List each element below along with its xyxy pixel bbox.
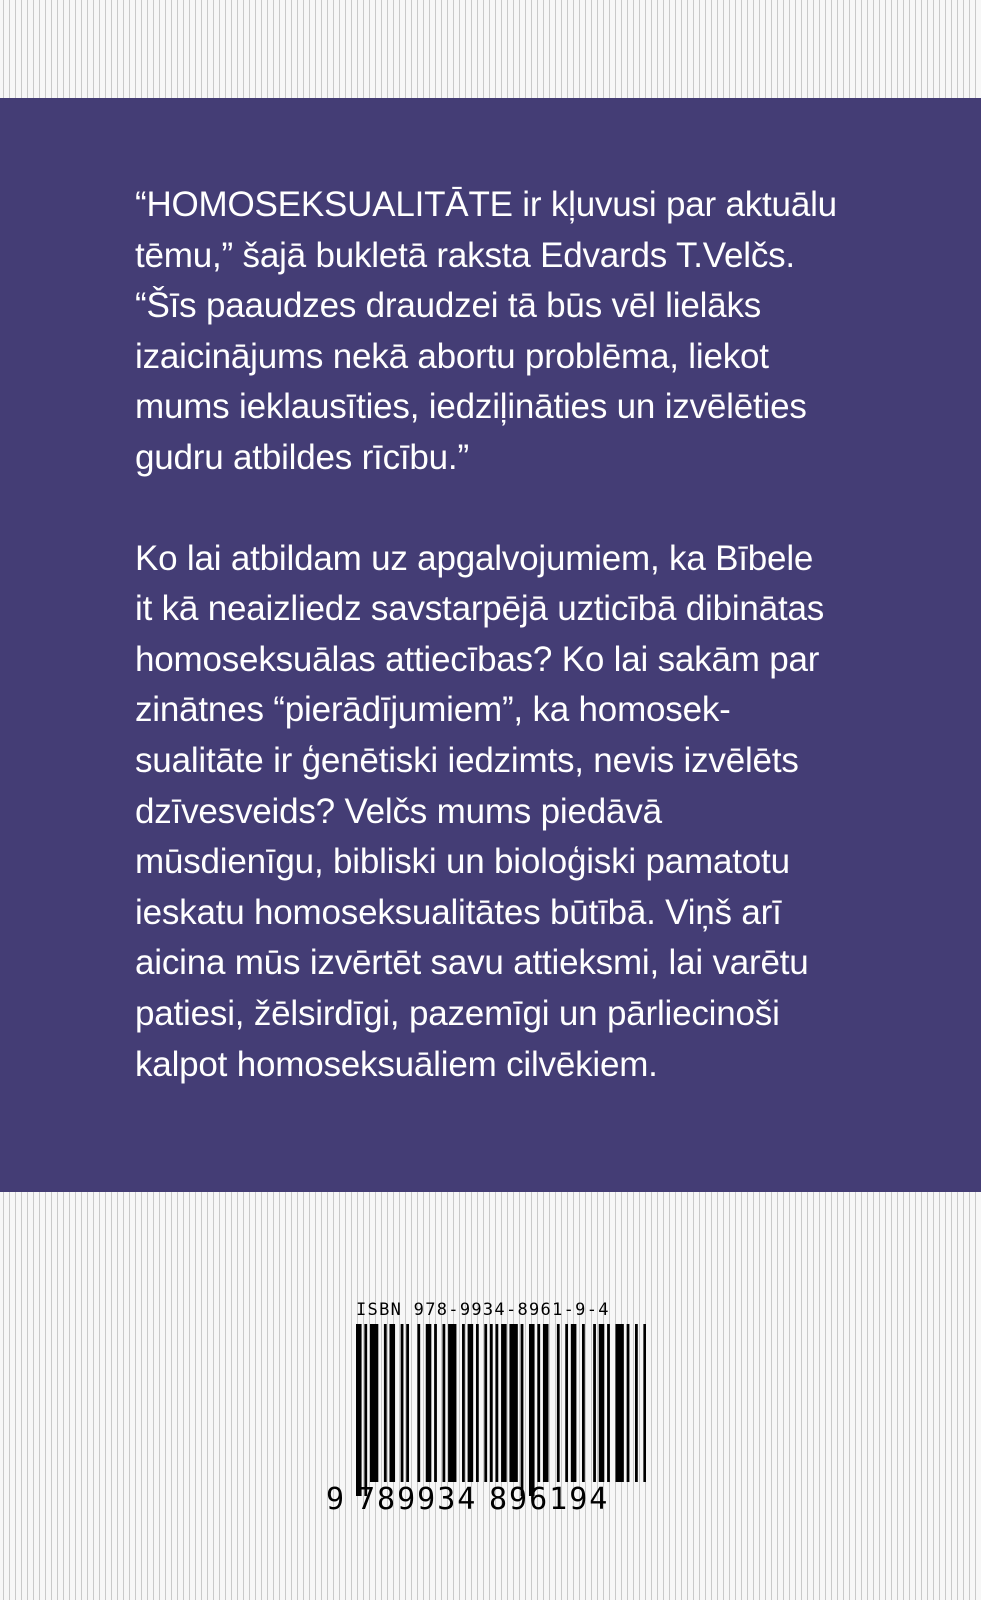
barcode-bar [565, 1324, 568, 1482]
text-line: zinātnes “pierādījumiem”, ka homosek- [135, 690, 731, 730]
text-line: izaicinājums nekā abortu problēma, liekot [135, 336, 769, 376]
barcode-bar [426, 1324, 432, 1482]
barcode-bar [635, 1324, 638, 1482]
barcode-bar [571, 1324, 577, 1482]
barcode-bar [417, 1324, 420, 1482]
barcode-bar [529, 1324, 535, 1496]
isbn-barcode [326, 1300, 646, 1530]
barcode-right-digits: 896194 [489, 1482, 610, 1517]
barcode-bar [490, 1324, 493, 1482]
isbn-label: ISBN 978-9934-8961-9-4 [356, 1300, 610, 1320]
text-line: “Šīs paaudzes draudzei tā būs vēl lielāks [135, 286, 762, 326]
text-line: sualitāte ir ģenētiski iedzimts, nevis izvēlēts [135, 740, 799, 780]
barcode-bar [476, 1324, 479, 1482]
text-line: homoseksuālas attiecības? Ko lai sakām par [135, 639, 820, 679]
barcode-bar [462, 1324, 465, 1482]
barcode-bar [401, 1324, 404, 1482]
top-stripe-band [0, 0, 981, 98]
barcode-bar [389, 1324, 395, 1482]
back-cover-blurb [135, 180, 905, 1090]
barcode-bar [370, 1324, 378, 1482]
text-line: mums ieklausīties, iedziļināties un izvēlēties [135, 387, 807, 427]
barcode-bar [537, 1324, 540, 1482]
barcode-first-digit: 9 [326, 1482, 345, 1517]
barcode-bar [643, 1324, 646, 1482]
barcode-bar [406, 1324, 409, 1482]
barcode-bar [607, 1324, 610, 1482]
text-line: tēmu,” šajā bukletā raksta Edvards T.Velčs. [135, 235, 795, 275]
barcode-bar [627, 1324, 630, 1482]
barcode-bar [468, 1324, 474, 1482]
text-line: gudru atbildes rīcību.” [135, 437, 469, 477]
text-line: ieskatu homoseksualitātes būtībā. Viņš arī [135, 892, 782, 932]
barcode-bar [557, 1324, 560, 1482]
text-line: it kā neaizliedz savstarpējā uzticībā dibinātas [135, 589, 825, 629]
text-line: dzīvesveids? Velčs mums piedāvā [135, 791, 662, 831]
paragraph-spacer [135, 484, 905, 534]
barcode-bar [442, 1324, 445, 1482]
barcode-bar [356, 1324, 362, 1496]
barcode-bar [496, 1324, 499, 1482]
barcode-bar [484, 1324, 487, 1482]
text-line: kalpot homoseksuāliem cilvēkiem. [135, 1044, 658, 1084]
barcode-bar [364, 1324, 367, 1496]
barcode-bar [543, 1324, 549, 1482]
text-line: aicina mūs izvērtēt savu attieksmi, lai varētu [135, 943, 809, 983]
barcode-bar [448, 1324, 456, 1482]
barcode-bar [434, 1324, 437, 1482]
text-line: “HOMOSEKSUALITĀTE ir kļuvusi par aktuālu [135, 185, 837, 224]
barcode-bar [615, 1324, 623, 1482]
text-line: mūsdienīgu, bibliski un bioloģiski pamatotu [135, 842, 790, 882]
barcode-bar [501, 1324, 507, 1482]
barcode-bar [384, 1324, 387, 1482]
barcode-bar [509, 1324, 517, 1482]
text-line: patiesi, žēlsirdīgi, pazemīgi un pārliecinoši [135, 993, 780, 1033]
barcode-bar [521, 1324, 524, 1496]
blurb-paragraph-2 [135, 534, 905, 1091]
barcode-bar [593, 1324, 596, 1482]
barcode-left-digits: 789934 [357, 1482, 478, 1517]
blurb-paragraph-1 [135, 180, 905, 484]
barcode-bar [582, 1324, 585, 1482]
barcode-bar [599, 1324, 605, 1482]
text-line: Ko lai atbildam uz apgalvojumiem, ka Bībele [135, 538, 814, 578]
